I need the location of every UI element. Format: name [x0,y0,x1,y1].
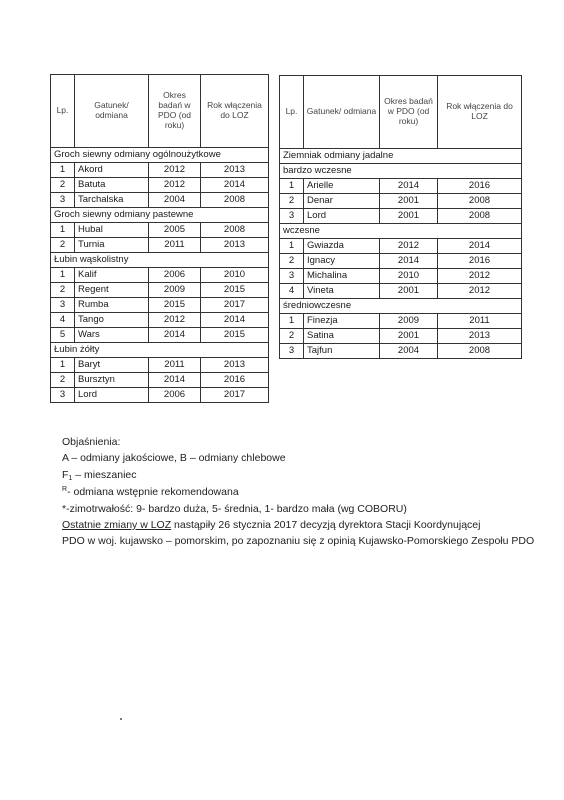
table-row [280,314,522,329]
research-start-year: 2001 [380,329,438,344]
last-changes [62,517,552,550]
section-row [51,253,269,268]
research-start-year: 2011 [149,358,201,373]
loz-inclusion-year: 2014 [201,313,269,328]
variety-name: Michalina [304,269,380,284]
variety-name: Ignacy [304,254,380,269]
row-number: 4 [51,313,75,328]
header-okres: Okres badań w PDO (od roku) [380,76,438,149]
row-number: 1 [51,163,75,178]
table-row [51,268,269,283]
header-lp: Lp. [280,76,304,149]
table-row [51,328,269,343]
loz-inclusion-year: 2011 [438,314,522,329]
table-row [280,239,522,254]
section-title: bardzo wczesne [280,164,522,179]
header-rok: Rok włączenia do LOZ [438,76,522,149]
variety-name: Batuta [75,178,149,193]
loz-inclusion-year: 2013 [201,238,269,253]
row-number: 5 [51,328,75,343]
table-row [51,373,269,388]
row-number: 2 [280,194,304,209]
variety-name: Lord [304,209,380,224]
loz-inclusion-year: 2008 [438,344,522,359]
table-row [51,193,269,208]
table-header-row [51,75,269,148]
header-okres: Okres badań w PDO (od roku) [149,75,201,148]
loz-inclusion-year: 2008 [438,194,522,209]
loz-inclusion-year: 2017 [201,388,269,403]
research-start-year: 2001 [380,194,438,209]
left-variety-table [50,74,269,403]
header-gatunek: Gatunek/ odmiana [75,75,149,148]
table-row [280,209,522,224]
research-start-year: 2014 [380,254,438,269]
scan-speck [120,718,122,720]
row-number: 3 [51,298,75,313]
row-number: 2 [51,238,75,253]
variety-name: Tarchalska [75,193,149,208]
loz-inclusion-year: 2015 [201,328,269,343]
research-start-year: 2009 [380,314,438,329]
section-row [280,299,522,314]
section-title: średniowczesne [280,299,522,314]
row-number: 3 [51,388,75,403]
loz-inclusion-year: 2008 [201,193,269,208]
research-start-year: 2009 [149,283,201,298]
section-row [51,343,269,358]
section-title: Łubin żółty [51,343,269,358]
variety-name: Rumba [75,298,149,313]
research-start-year: 2005 [149,223,201,238]
row-number: 3 [280,344,304,359]
research-start-year: 2006 [149,268,201,283]
loz-inclusion-year: 2012 [438,284,522,299]
recommended-text: - odmiana wstępnie rekomendowana [67,486,239,499]
row-number: 2 [280,254,304,269]
right-table-body [280,149,522,359]
hybrid-symbol: F [62,468,69,481]
variety-name: Kalif [75,268,149,283]
variety-name: Denar [304,194,380,209]
hybrid-subscript: 1 [68,474,73,482]
row-number: 3 [280,269,304,284]
research-start-year: 2004 [149,193,201,208]
variety-name: Regent [75,283,149,298]
table-row [280,269,522,284]
row-number: 2 [280,329,304,344]
row-number: 1 [51,268,75,283]
loz-inclusion-year: 2008 [201,223,269,238]
variety-name: Satina [304,329,380,344]
variety-name: Baryt [75,358,149,373]
recommended-symbol: R [62,486,68,494]
research-start-year: 2014 [149,373,201,388]
loz-inclusion-year: 2015 [201,283,269,298]
table-row [280,344,522,359]
variety-name: Wars [75,328,149,343]
row-number: 2 [51,283,75,298]
variety-name: Turnia [75,238,149,253]
row-number: 1 [280,314,304,329]
variety-name: Vineta [304,284,380,299]
explanations [62,434,542,517]
table-row [280,329,522,344]
loz-inclusion-year: 2014 [438,239,522,254]
section-row [280,149,522,164]
explanation-recommended [62,484,542,500]
row-number: 3 [51,193,75,208]
loz-inclusion-year: 2016 [201,373,269,388]
loz-inclusion-year: 2010 [201,268,269,283]
table-header-row [280,76,522,149]
loz-inclusion-year: 2016 [438,254,522,269]
variety-name: Arielle [304,179,380,194]
explanation-ab: A – odmiany jakościowe, B – odmiany chlebowe [62,452,286,465]
research-start-year: 2015 [149,298,201,313]
section-title: wczesne [280,224,522,239]
table-row [280,194,522,209]
loz-inclusion-year: 2017 [201,298,269,313]
variety-name: Tango [75,313,149,328]
research-start-year: 2014 [380,179,438,194]
section-row [280,164,522,179]
row-number: 1 [280,179,304,194]
research-start-year: 2012 [149,163,201,178]
table-row [51,298,269,313]
changes-line-1 [62,517,552,533]
variety-name: Lord [75,388,149,403]
table-row [280,254,522,269]
row-number: 3 [280,209,304,224]
section-title: Ziemniak odmiany jadalne [280,149,522,164]
section-row [51,148,269,163]
research-start-year: 2012 [380,239,438,254]
section-row [51,208,269,223]
changes-underlined: Ostatnie zmiany w LOZ [62,519,172,531]
section-title: Łubin wąskolistny [51,253,269,268]
table-row [51,163,269,178]
variety-name: Gwiazda [304,239,380,254]
left-table-body [51,148,269,403]
row-number: 2 [51,373,75,388]
right-variety-table [279,75,522,359]
loz-inclusion-year: 2013 [438,329,522,344]
hybrid-text: – mieszaniec [72,468,137,481]
research-start-year: 2011 [149,238,201,253]
variety-name: Akord [75,163,149,178]
table-row [51,313,269,328]
loz-inclusion-year: 2014 [201,178,269,193]
loz-inclusion-year: 2008 [438,209,522,224]
header-lp: Lp. [51,75,75,148]
table-row [280,284,522,299]
table-row [280,179,522,194]
loz-inclusion-year: 2013 [201,358,269,373]
research-start-year: 2006 [149,388,201,403]
changes-line-2: PDO w woj. kujawsko – pomorskim, po zapoznaniu się z opinią Kujawsko-Pomorskiego Zespołu PDO [62,535,535,548]
header-gatunek: Gatunek/ odmiana [304,76,380,149]
variety-name: Bursztyn [75,373,149,388]
variety-name: Tajfun [304,344,380,359]
table-row [51,223,269,238]
research-start-year: 2014 [149,328,201,343]
loz-inclusion-year: 2012 [438,269,522,284]
variety-name: Finezja [304,314,380,329]
loz-inclusion-year: 2016 [438,179,522,194]
research-start-year: 2012 [149,313,201,328]
research-start-year: 2012 [149,178,201,193]
row-number: 1 [51,223,75,238]
table-row [51,178,269,193]
research-start-year: 2001 [380,284,438,299]
header-rok: Rok włączenia do LOZ [201,75,269,148]
variety-name: Hubal [75,223,149,238]
table-row [51,238,269,253]
research-start-year: 2001 [380,209,438,224]
row-number: 1 [280,239,304,254]
research-start-year: 2004 [380,344,438,359]
changes-text: nastąpiły 26 stycznia 2017 decyzją dyrektora Stacji Koordynującej [171,519,481,531]
row-number: 4 [280,284,304,299]
row-number: 1 [51,358,75,373]
row-number: 2 [51,178,75,193]
explanation-winter-hardiness: *-zimotrwałość: 9- bardzo duża, 5- średnia, 1- bardzo mała (wg COBORU) [62,502,407,515]
section-row [280,224,522,239]
research-start-year: 2010 [380,269,438,284]
table-row [51,283,269,298]
loz-inclusion-year: 2013 [201,163,269,178]
section-title: Groch siewny odmiany pastewne [51,208,269,223]
explanation-hybrid [62,467,542,485]
table-row [51,388,269,403]
section-title: Groch siewny odmiany ogólnoużytkowe [51,148,269,163]
explanations-heading: Objaśnienia: [62,436,121,448]
table-row [51,358,269,373]
